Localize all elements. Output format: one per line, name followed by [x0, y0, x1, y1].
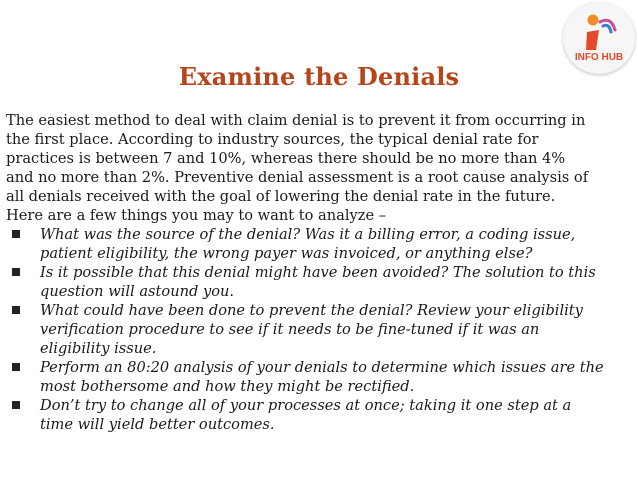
square-bullet-icon — [12, 401, 20, 409]
bullet-line: question will astound you. — [40, 283, 235, 300]
bullet-list — [6, 225, 634, 434]
square-bullet-icon — [12, 306, 20, 314]
bullet-item — [6, 396, 634, 434]
bullet-line: eligibility issue. — [40, 340, 157, 357]
bullet-item — [6, 358, 634, 396]
logo-text: INFO HUB — [574, 52, 624, 63]
bullet-item — [6, 301, 634, 358]
bullet-line: What could have been done to prevent the denial? Review your eligibility — [40, 302, 583, 319]
bullet-line: Perform an 80:20 analysis of your denials to determine which issues are the — [40, 359, 604, 376]
bullet-item — [6, 225, 634, 263]
bullet-line: most bothersome and how they might be rectified. — [40, 378, 415, 395]
bullet-line: Don’t try to change all of your processes at once; taking it one step at a — [40, 397, 572, 414]
slide-body — [6, 111, 634, 434]
bullet-line: verification procedure to see if it needs to be fine-tuned if it was an — [40, 321, 540, 338]
square-bullet-icon — [12, 363, 20, 371]
square-bullet-icon — [12, 268, 20, 276]
intro-paragraph — [6, 111, 634, 225]
slide-title: Examine the Denials — [178, 62, 460, 91]
paragraph-line: The easiest method to deal with claim denial is to prevent it from occurring in — [6, 112, 586, 129]
paragraph-line: all denials received with the goal of lowering the denial rate in the future. — [6, 188, 556, 205]
paragraph-line: and no more than 2%. Preventive denial assessment is a root cause analysis of — [6, 169, 589, 186]
bullet-line: What was the source of the denial? Was it a billing error, a coding issue, — [40, 226, 576, 243]
paragraph-line: the first place. According to industry sources, the typical denial rate for — [6, 131, 539, 148]
paragraph-line: practices is between 7 and 10%, whereas there should be no more than 4% — [6, 150, 566, 167]
bullet-line: time will yield better outcomes. — [40, 416, 275, 433]
paragraph-line: Here are a few things you may to want to analyze – — [6, 207, 387, 224]
bullet-item — [6, 263, 634, 301]
square-bullet-icon — [12, 230, 20, 238]
bullet-line: patient eligibility, the wrong payer was invoiced, or anything else? — [40, 245, 533, 262]
bullet-line: Is it possible that this denial might have been avoided? The solution to this — [40, 264, 596, 281]
